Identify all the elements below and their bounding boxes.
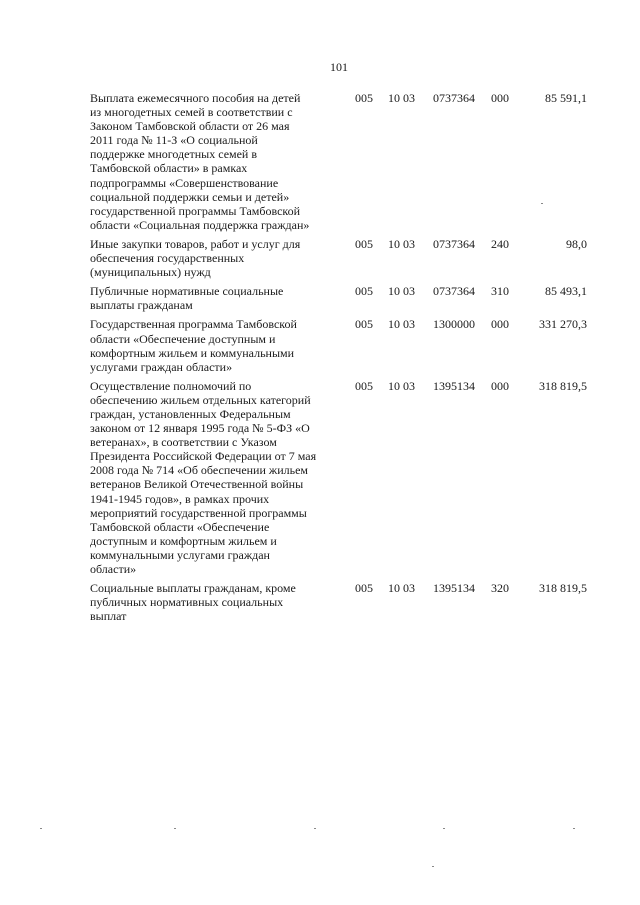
- row-description: Осуществление полномочий по обеспечению жильем отдельных категорий граждан, установленных Федеральным законом от 12 января 1995 года № 5-ФЗ «О ветеранах», в соответствии с Указом Президента Российской Федерации от 7 мая 2008 года № 714 «Об обеспечении жильем ветеранов Великой Отечественной войны 1941-1945 годов», в рамках прочих мероприятий государственной программы Тамбовской области «Обеспечение доступным и комфортным жильем и коммунальными услугами граждан области»: [90, 378, 317, 576]
- scan-speck: [40, 828, 42, 829]
- row-department-code: 005: [355, 378, 373, 393]
- row-section-code: 10 03: [388, 284, 415, 299]
- table-row: [90, 581, 595, 623]
- row-expense-type-code: 000: [491, 317, 509, 332]
- row-expense-type-code: 240: [491, 236, 509, 251]
- row-target-item-code: 0737364: [433, 284, 475, 299]
- row-section-code: 10 03: [388, 581, 415, 596]
- table-row: [90, 237, 595, 279]
- row-section-code: 10 03: [388, 317, 415, 332]
- row-target-item-code: 1395134: [433, 378, 475, 393]
- row-expense-type-code: 310: [491, 284, 509, 299]
- scan-speck: [541, 203, 543, 204]
- scan-speck: [314, 828, 316, 829]
- row-amount: 318 819,5: [539, 378, 587, 393]
- row-description: Публичные нормативные социальные выплаты гражданам: [90, 284, 284, 313]
- row-expense-type-code: 320: [491, 581, 509, 596]
- row-target-item-code: 0737364: [433, 91, 475, 105]
- row-section-code: 10 03: [388, 91, 415, 105]
- table-row: [90, 317, 595, 373]
- row-department-code: 005: [355, 581, 373, 596]
- scan-speck: [573, 828, 575, 829]
- row-target-item-code: 0737364: [433, 236, 475, 251]
- row-description: Иные закупки товаров, работ и услуг для обеспечения государственных (муниципальных) нужд: [90, 236, 301, 280]
- row-department-code: 005: [355, 317, 373, 332]
- row-department-code: 005: [355, 91, 373, 105]
- row-expense-type-code: 000: [491, 91, 509, 105]
- row-department-code: 005: [355, 284, 373, 299]
- scan-speck: [432, 866, 434, 867]
- scan-speck: [443, 828, 445, 829]
- page-number: 101: [330, 60, 348, 74]
- row-target-item-code: 1395134: [433, 581, 475, 596]
- row-description: Выплата ежемесячного пособия на детей из многодетных семей в соответствии с Законом Тамбовской области от 26 мая 2011 года № 11-З «О социальной поддержке многодетных семей в Тамбовской области» в рамках подпрограммы «Совершенствование социальной поддержки семьи и детей» государственной программы Тамбовской области «Социальная поддержка граждан»: [90, 91, 310, 232]
- table-row: [90, 91, 595, 232]
- budget-table: [90, 91, 595, 628]
- scan-speck: [174, 828, 176, 829]
- row-section-code: 10 03: [388, 236, 415, 251]
- row-expense-type-code: 000: [491, 378, 509, 393]
- row-amount: 331 270,3: [539, 317, 587, 332]
- row-amount: 85 493,1: [545, 284, 587, 299]
- row-amount: 85 591,1: [545, 91, 587, 105]
- row-amount: 318 819,5: [539, 581, 587, 596]
- row-description: Государственная программа Тамбовской области «Обеспечение доступным и комфортным жильем и коммунальными услугами граждан области»: [90, 317, 297, 374]
- table-row: [90, 284, 595, 312]
- row-department-code: 005: [355, 236, 373, 251]
- row-amount: 98,0: [566, 236, 587, 251]
- row-description: Социальные выплаты гражданам, кроме публичных нормативных социальных выплат: [90, 581, 296, 624]
- table-row: [90, 379, 595, 576]
- row-section-code: 10 03: [388, 378, 415, 393]
- row-target-item-code: 1300000: [433, 317, 475, 332]
